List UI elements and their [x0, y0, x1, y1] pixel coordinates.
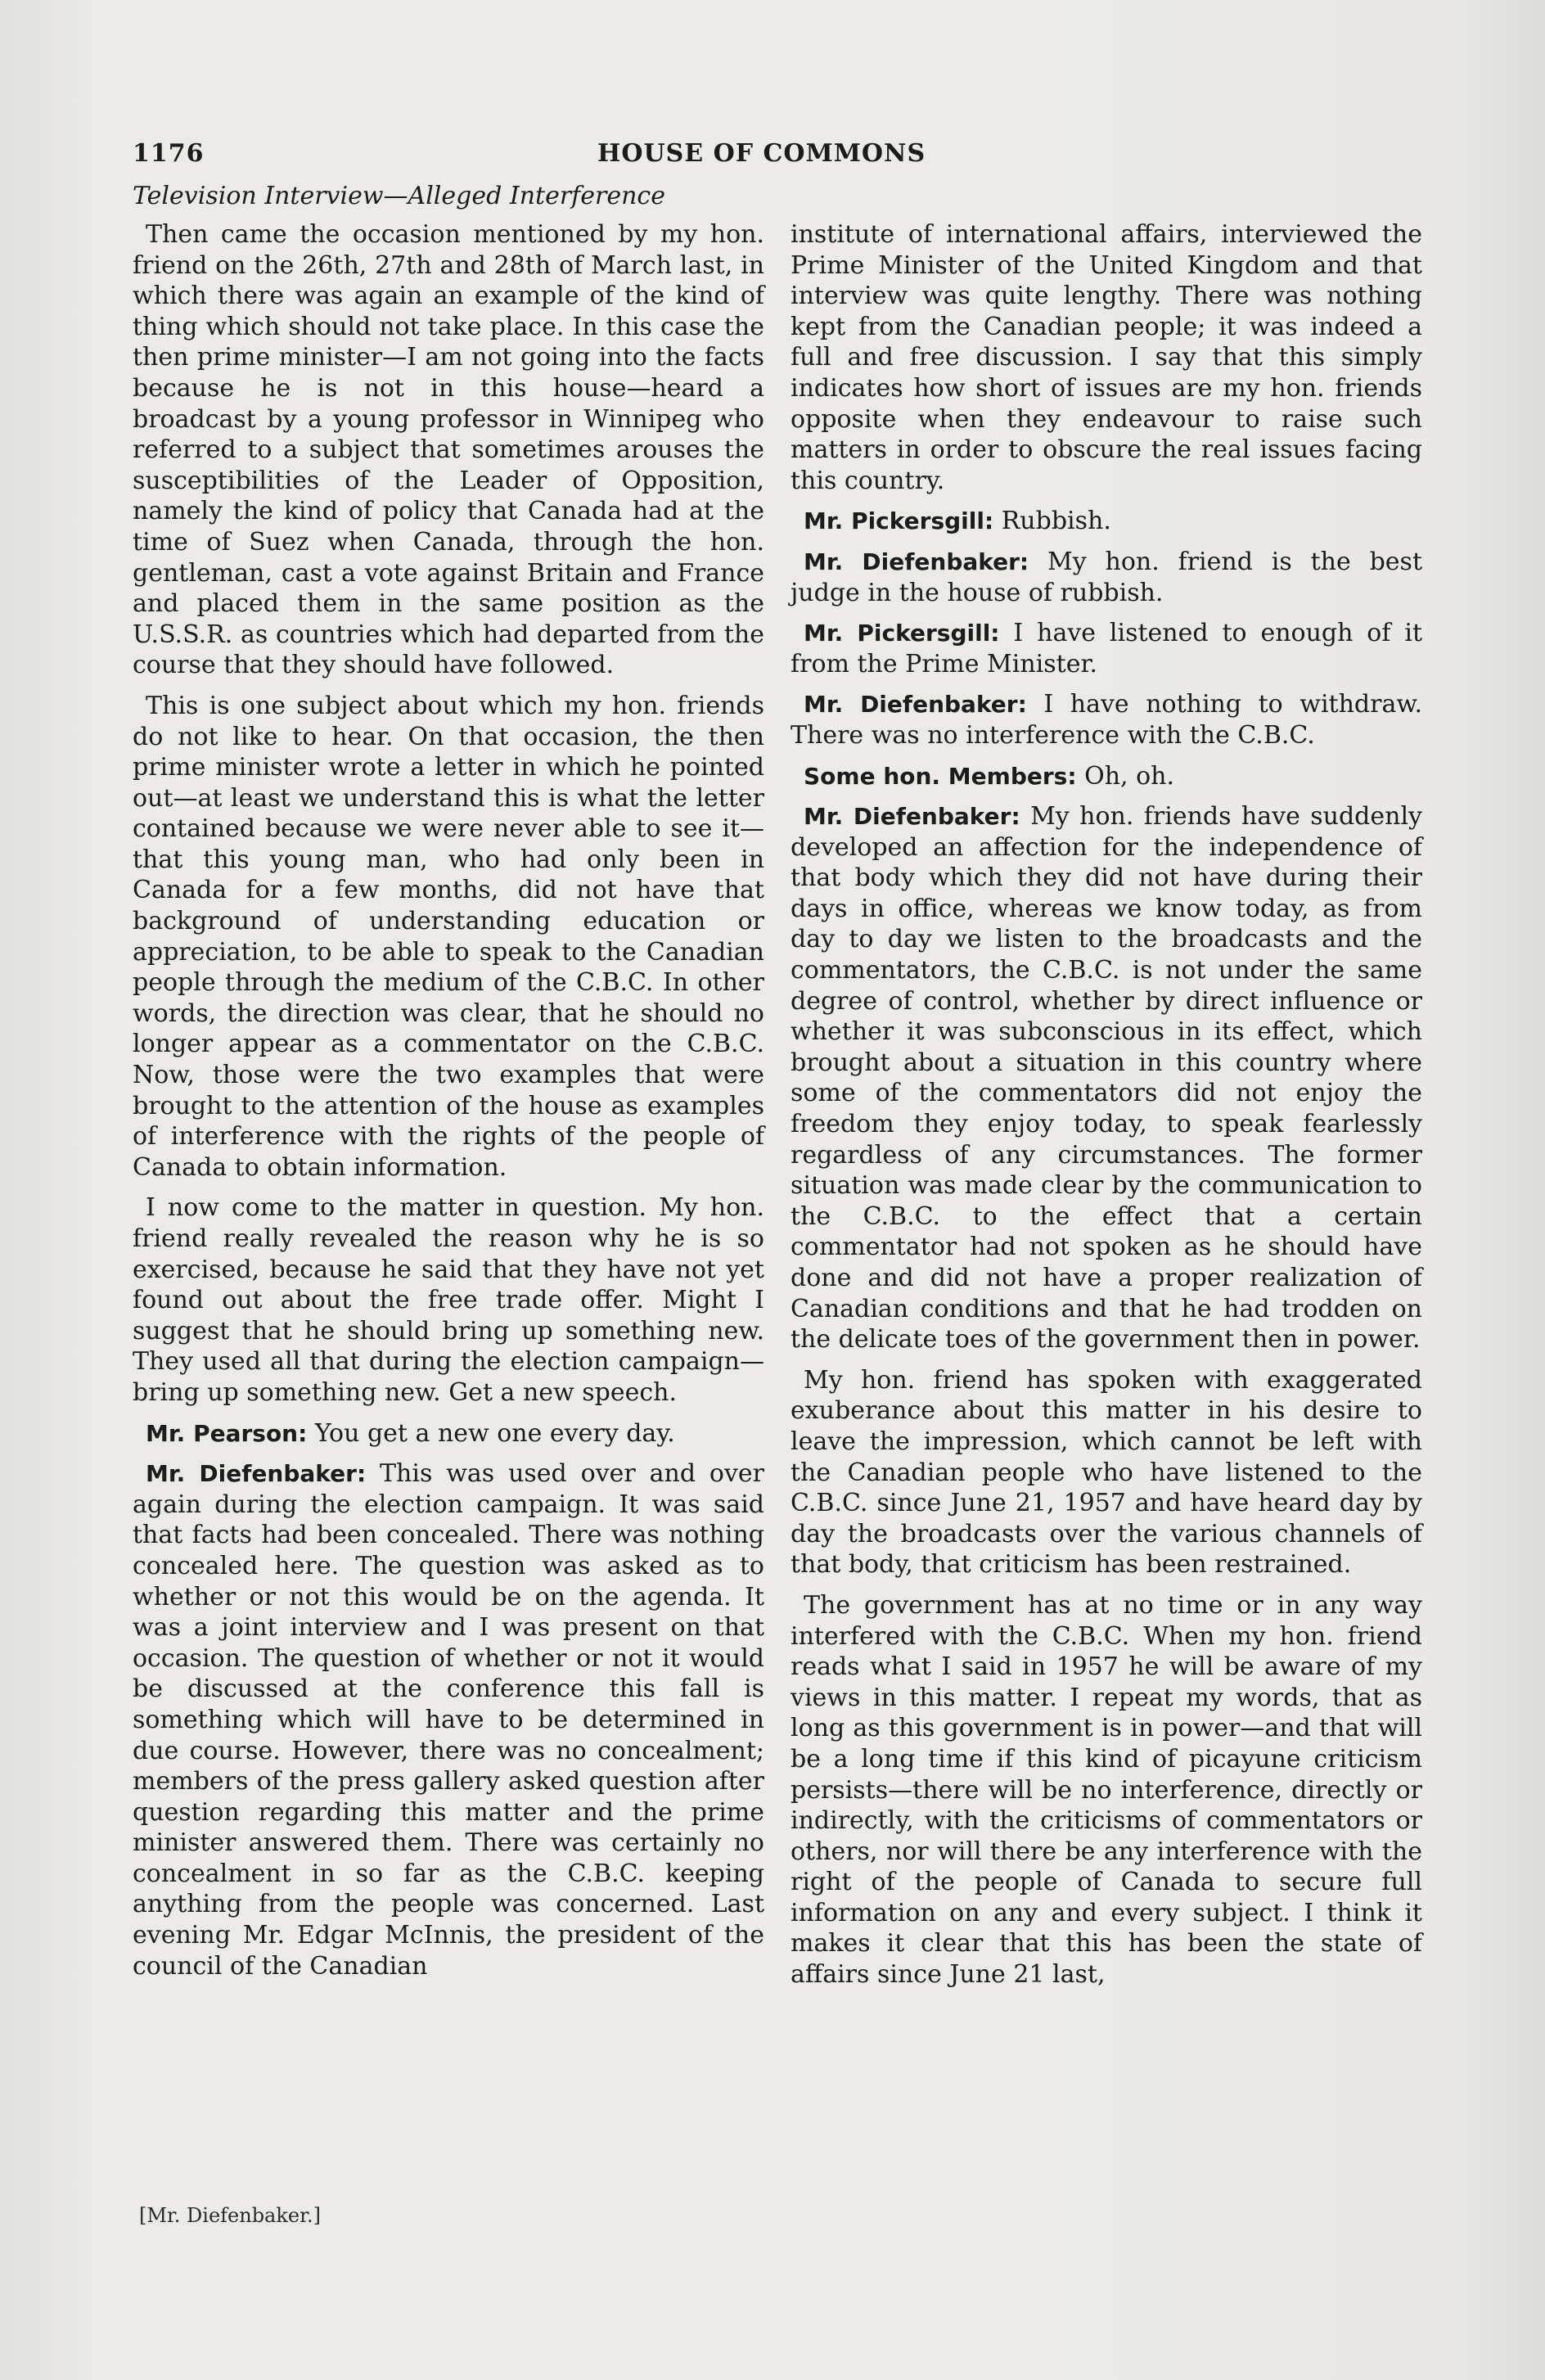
- page-title: HOUSE OF COMMONS: [597, 139, 926, 168]
- speech-text: Rubbish.: [1001, 507, 1111, 536]
- speech-text: You get a new one every day.: [314, 1418, 675, 1448]
- paragraph: This is one subject about which my hon. friends do not like to hear. On that occasion, the then prime minister wrote a letter in which he pointed out—at least we understand this is what the letter contained because we were never able to see it—that this young man, who had only been in Canada for a few months, did not have that background of understanding education or appreciation, to be able to speak to the Canadian people through the medium of the C.B.C. In other words, the direction was clear, that he should no longer appear as a commentator on the C.B.C. Now, those were the two examples that were brought to the attention of the house as examples of interference with the rights of the people of Canada to obtain information.: [133, 691, 764, 1182]
- paragraph: Then came the occasion mentioned by my hon. friend on the 26th, 27th and 28th of March last, in which there was again an example of the kind of thing which should not take place. In this case the then prime minister—I am not going into the facts because he is not in this house—heard a broadcast by a young professor in Winnipeg who referred to a subject that sometimes arouses the susceptibilities of the Leader of Opposition, namely the kind of policy that Canada had at the time of Suez when Canada, through the hon. gentleman, cast a vote against Britain and France and placed them in the same position as the U.S.S.R. as countries which had departed from the course that they should have followed.: [133, 220, 764, 680]
- speaker-name: Some hon. Members:: [804, 762, 1077, 790]
- speech-text: I have nothing to withdraw. There was no interference with the C.B.C.: [791, 690, 1422, 750]
- speech-text: Oh, oh.: [1084, 761, 1175, 791]
- right-column: [791, 219, 1422, 2000]
- speech-paragraph: [791, 618, 1422, 679]
- speech-text: My hon. friends have suddenly developed an affection for the independence of that body which they did not have during their days in office, whereas we know today, as from day to day we listen to the broadcasts and the commentators, the C.B.C. is not under the same degree of control, whether by direct influence or whether it was subconscious in its effect, which brought about a situation in this country where some of the commentators did not enjoy the freedom they enjoy today, to speak fearlessly regardless of any circumstances. The former situation was made clear by the communication to the C.B.C. to the effect that a certain commentator had not spoken as he should have done and did not have a proper realization of Canadian conditions and that he had trodden on the delicate toes of the government then in power.: [791, 802, 1422, 1355]
- speech-paragraph: [133, 1418, 764, 1449]
- paragraph: I now come to the matter in question. My hon. friend really revealed the reason why he is so exercised, because he said that they have not yet found out about the free trade offer. Might I suggest that he should bring up something new. They used all that during the election campaign—bring up something new. Get a new speech.: [133, 1193, 764, 1407]
- speech-text: I have listened to enough of it from the Prime Minister.: [791, 619, 1422, 678]
- speaker-name: Mr. Pearson:: [146, 1419, 308, 1447]
- page-number: 1176: [133, 139, 205, 168]
- paragraph: The government has at no time or in any way interfered with the C.B.C. When my hon. friend reads what I said in 1957 he will be aware of my views in this matter. I repeat my words, that as long as this government is in power—and that will be a long time if this kind of picayune criticism persists—there will be no interference, directly or indirectly, with the criticisms of commentators or others, nor will there be any interference with the right of the people of Canada to secure full information on any and every subject. I think it makes it clear that this has been the state of affairs since June 21 last,: [791, 1590, 1422, 1990]
- speech-paragraph: [791, 506, 1422, 537]
- speech-paragraph: [133, 1458, 764, 1981]
- paragraph: institute of international affairs, interviewed the Prime Minister of the United Kingdom and that interview was quite lengthy. There was nothing kept from the Canadian people; it was indeed a full and free discussion. I say that this simply indicates how short of issues are my hon. friends opposite when they endeavour to raise such matters in order to obscure the real issues facing this country.: [791, 220, 1422, 495]
- speech-paragraph: [791, 801, 1422, 1355]
- left-column: [133, 219, 764, 1991]
- section-title: Television Interview—Alleged Interference: [133, 182, 665, 210]
- speech-text: This was used over and over again during the election campaign. It was said that facts had been concealed. There was nothing concealed here. The question was asked as to whether or not this would be on the agenda. It was a joint interview and I was present on that occasion. The question of whether or not it would be discussed at the conference this fall is something which will have to be determined in due course. However, there was no concealment; members of the press gallery asked question after question regarding this matter and the prime minister answered them. There was certainly no concealment in so far as the C.B.C. keeping anything from the people was concerned. Last evening Mr. Edgar McInnis, the president of the council of the Canadian: [133, 1459, 765, 1981]
- speech-paragraph: [791, 547, 1422, 608]
- speaker-name: Mr. Diefenbaker:: [804, 548, 1029, 575]
- speaker-name: Mr. Pickersgill:: [804, 507, 994, 535]
- speaker-name: Mr. Diefenbaker:: [146, 1460, 367, 1488]
- speaker-name: Mr. Diefenbaker:: [804, 803, 1020, 831]
- speaker-name: Mr. Diefenbaker:: [804, 691, 1027, 719]
- speech-paragraph: [791, 761, 1422, 792]
- footer-attribution: [Mr. Diefenbaker.]: [139, 2204, 321, 2227]
- speaker-name: Mr. Pickersgill:: [804, 620, 1000, 647]
- speech-paragraph: [791, 689, 1422, 751]
- speech-text: My hon. friend is the best judge in the house of rubbish.: [791, 547, 1422, 607]
- paragraph: My hon. friend has spoken with exaggerated exuberance about this matter in his desire to leave the impression, which cannot be left with the Canadian people who have listened to the C.B.C. since June 21, 1957 and have heard day by day the broadcasts over the various channels of that body, that criticism has been restrained.: [791, 1365, 1422, 1580]
